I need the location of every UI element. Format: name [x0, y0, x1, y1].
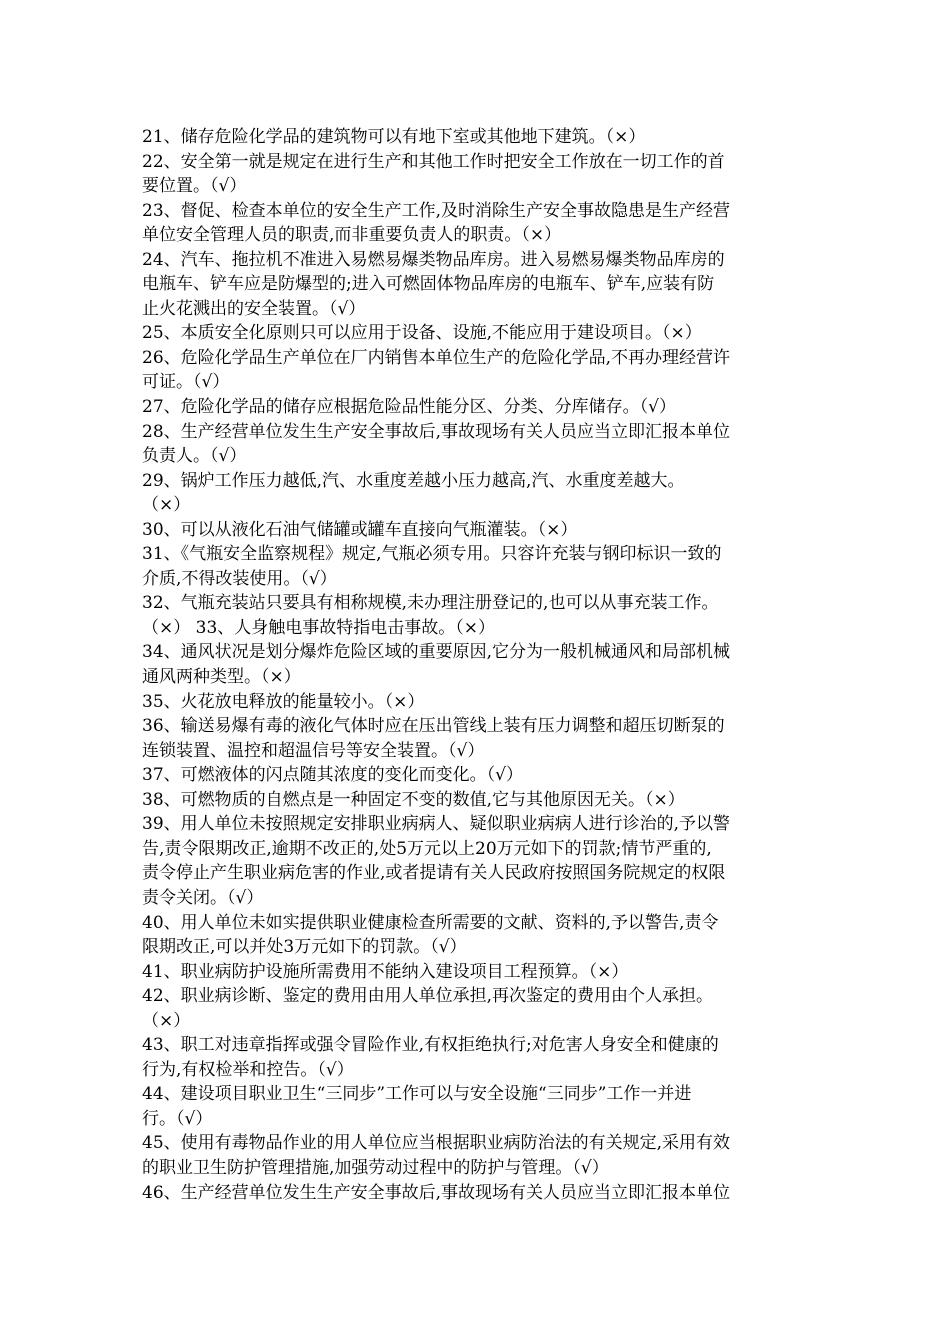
text-line: 35、火花放电释放的能量较小。（×）: [142, 691, 425, 712]
text-line: 29、锅炉工作压力越低,汽、水重度差越小压力越高,汽、水重度差越大。: [142, 470, 685, 491]
text-line: 要位置。（√）: [142, 176, 247, 197]
text-line: （×） 33、人身触电事故特指电击事故。（×）: [142, 617, 496, 638]
text-line: 22、安全第一就是规定在进行生产和其他工作时把安全工作放在一切工作的首: [142, 151, 725, 172]
text-line: 41、职业病防护设施所需费用不能纳入建设项目工程预算。（×）: [142, 961, 629, 982]
text-line: 责令停止产生职业病危害的作业,或者提请有关人民政府按照国务院规定的权限: [142, 863, 726, 884]
text-line: 38、可燃物质的自燃点是一种固定不变的数值,它与其他原因无关。（×）: [142, 789, 685, 810]
text-line: 限期改正,可以并处3万元如下的罚款。（√）: [142, 937, 467, 958]
text-line: 46、生产经营单位发生生产安全事故后,事故现场有关人员应当立即汇报本单位: [142, 1182, 731, 1203]
text-line: 可证。（√）: [142, 372, 230, 393]
text-line: 止火花溅出的安全装置。（√）: [142, 298, 366, 319]
text-line: 责令关闭。（√）: [142, 887, 264, 908]
text-line: （×）: [142, 1010, 191, 1031]
text-line: 23、督促、检查本单位的安全生产工作,及时消除生产安全事故隐患是生产经营: [142, 200, 731, 221]
text-line: 40、用人单位未如实提供职业健康检查所需要的文献、资料的,予以警告,责令: [142, 912, 719, 933]
text-line: 31、《气瓶安全监察规程》规定,气瓶必须专用。只容许充装与钢印标识一致的: [142, 544, 722, 565]
text-line: 介质,不得改装使用。（√）: [142, 568, 337, 589]
text-line: 36、输送易爆有毒的液化气体时应在压出管线上装有压力调整和超压切断泵的: [142, 716, 725, 737]
text-line: 25、本质安全化原则只可以应用于设备、设施,不能应用于建设项目。（×）: [142, 323, 702, 344]
text-line: 单位安全管理人员的职责,而非重要负责人的职责。（×）: [142, 225, 562, 246]
text-line: 39、用人单位未按照规定安排职业病病人、疑似职业病病人进行诊治的,予以警: [142, 814, 731, 835]
text-line: 28、生产经营单位发生生产安全事故后,事故现场有关人员应当立即汇报本单位: [142, 421, 731, 442]
text-line: 电瓶车、铲车应是防爆型的;进入可燃固体物品库房的电瓶车、铲车,应装有防: [142, 274, 715, 295]
text-line: 负责人。（√）: [142, 446, 247, 467]
text-line: 37、可燃液体的闪点随其浓度的变化而变化。（√）: [142, 765, 523, 786]
text-line: 44、建设项目职业卫生“三同步”工作可以与安全设施“三同步”工作一并进: [142, 1084, 692, 1105]
text-line: 27、危险化学品的储存应根据危险品性能分区、分类、分库储存。（√）: [142, 397, 676, 418]
text-line: 行。（√）: [142, 1108, 213, 1129]
text-line: 连锁装置、温控和超温信号等安全装置。（√）: [142, 740, 485, 761]
text-line: 42、职业病诊断、鉴定的费用由用人单位承担,再次鉴定的费用由个人承担。: [142, 986, 714, 1007]
text-line: 26、危险化学品生产单位在厂内销售本单位生产的危险化学品,不再办理经营许: [142, 347, 731, 368]
text-line: 行为,有权检举和控告。（√）: [142, 1059, 354, 1080]
text-line: 32、气瓶充装站只要具有相称规模,未办理注册登记的,也可以从事充装工作。: [142, 593, 719, 614]
text-line: 34、通风状况是划分爆炸危险区域的重要原因,它分为一般机械通风和局部机械: [142, 642, 731, 663]
text-line: 告,责令限期改正,逾期不改正的,处5万元以上20万元如下的罚款;情节严重的,: [142, 838, 712, 859]
text-line: 43、职工对违章指挥或强令冒险作业,有权拒绝执行;对危害人身安全和健康的: [142, 1035, 719, 1056]
text-line: 45、使用有毒物品作业的用人单位应当根据职业病防治法的有关规定,采用有效: [142, 1133, 731, 1154]
text-line: 的职业卫生防护管理措施,加强劳动过程中的防护与管理。（√）: [142, 1157, 609, 1178]
text-line: 24、汽车、拖拉机不准进入易燃易爆类物品库房。进入易燃易爆类物品库房的: [142, 249, 725, 270]
text-line: 21、储存危险化学品的建筑物可以有地下室或其他地下建筑。（×）: [142, 127, 646, 147]
text-line: 通风两种类型。（×）: [142, 667, 301, 688]
text-line: 30、可以从液化石油气储罐或罐车直接向气瓶灌装。（×）: [142, 519, 578, 540]
text-line: （×）: [142, 495, 191, 516]
document-body: [142, 125, 807, 1205]
